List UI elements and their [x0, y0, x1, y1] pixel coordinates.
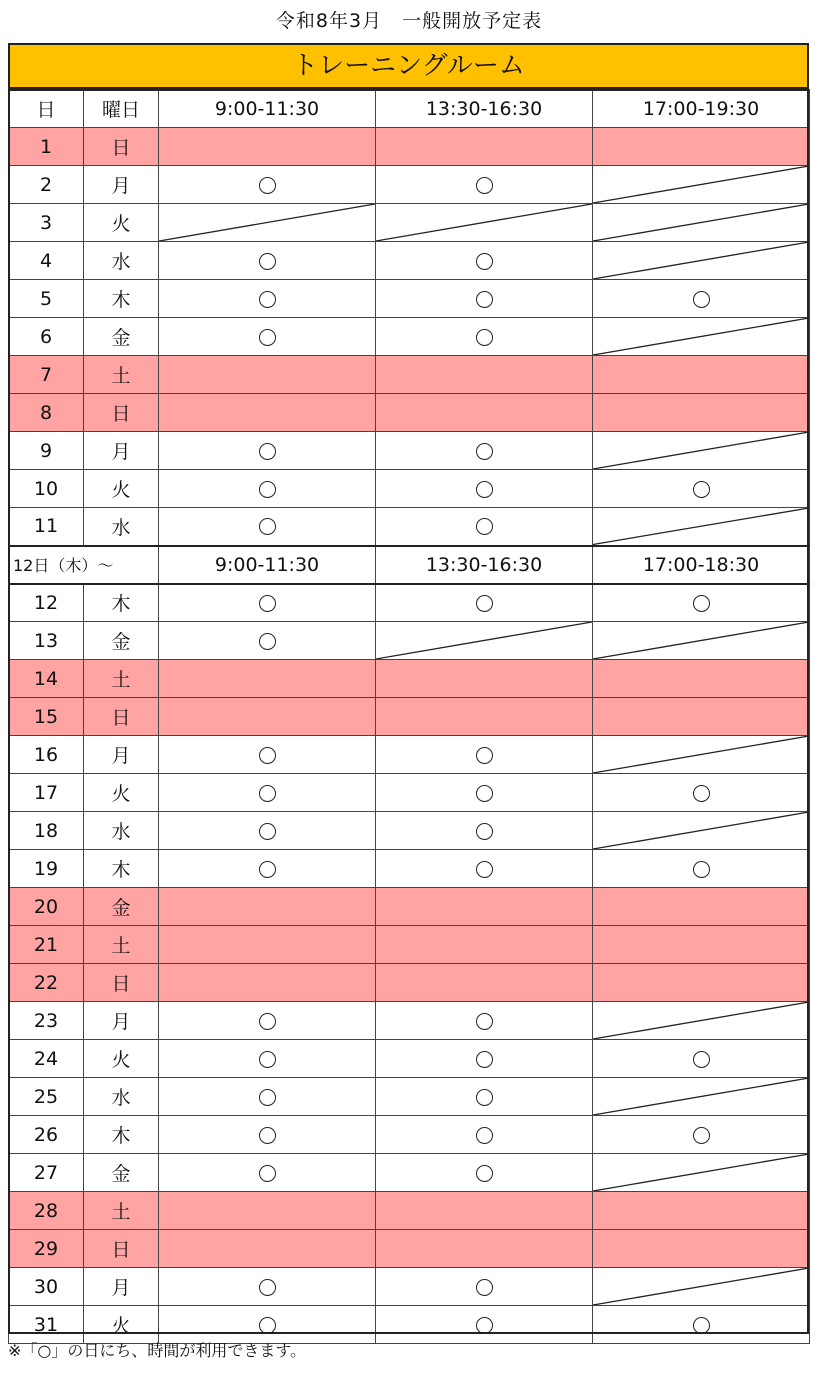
table-row — [9, 622, 810, 660]
header-from-date: 12日（木）～ — [9, 546, 159, 584]
weekday-cell: 月 — [84, 166, 159, 204]
available-slot — [376, 850, 593, 888]
day-cell: 15 — [9, 698, 84, 736]
available-circle-icon — [259, 633, 276, 650]
available-circle-icon — [693, 861, 710, 878]
closed-slot — [376, 356, 593, 394]
diagonal-slash-icon — [593, 318, 809, 355]
diagonal-slash-icon — [159, 204, 375, 241]
weekday-cell: 木 — [84, 850, 159, 888]
day-cell: 31 — [9, 1306, 84, 1344]
day-cell: 20 — [9, 888, 84, 926]
table-row — [9, 470, 810, 508]
day-cell: 30 — [9, 1268, 84, 1306]
table-row — [9, 1230, 810, 1268]
weekday-cell: 水 — [84, 508, 159, 546]
schedule-body-part1 — [9, 90, 810, 546]
diagonal-slash-icon — [376, 622, 592, 659]
weekday-cell: 土 — [84, 356, 159, 394]
day-cell: 4 — [9, 242, 84, 280]
table-row — [9, 394, 810, 432]
weekday-cell: 水 — [84, 242, 159, 280]
day-cell: 29 — [9, 1230, 84, 1268]
weekday-cell: 月 — [84, 736, 159, 774]
weekday-cell: 日 — [84, 698, 159, 736]
closed-slot — [593, 926, 810, 964]
day-cell: 5 — [9, 280, 84, 318]
unavailable-slot — [593, 1154, 810, 1192]
closed-slot — [376, 128, 593, 166]
unavailable-slot — [593, 508, 810, 546]
weekday-cell: 土 — [84, 660, 159, 698]
weekday-cell: 金 — [84, 622, 159, 660]
closed-slot — [376, 1230, 593, 1268]
day-cell: 27 — [9, 1154, 84, 1192]
available-circle-icon — [259, 1051, 276, 1068]
available-circle-icon — [476, 253, 493, 270]
available-circle-icon — [476, 861, 493, 878]
day-cell: 14 — [9, 660, 84, 698]
day-cell: 3 — [9, 204, 84, 242]
available-slot — [159, 1078, 376, 1116]
available-slot — [376, 1040, 593, 1078]
available-circle-icon — [476, 595, 493, 612]
diagonal-slash-icon — [593, 1154, 809, 1191]
closed-slot — [593, 128, 810, 166]
weekday-cell: 木 — [84, 280, 159, 318]
table-row — [9, 1154, 810, 1192]
available-circle-icon — [259, 595, 276, 612]
available-circle-icon — [259, 518, 276, 535]
available-circle-icon — [259, 1317, 276, 1334]
available-circle-icon — [259, 253, 276, 270]
table-row — [9, 888, 810, 926]
closed-slot — [593, 1230, 810, 1268]
available-slot — [159, 1040, 376, 1078]
day-cell: 28 — [9, 1192, 84, 1230]
available-circle-icon — [693, 1317, 710, 1334]
diagonal-slash-icon — [593, 1268, 809, 1305]
available-slot — [376, 1078, 593, 1116]
available-circle-icon — [259, 747, 276, 764]
available-circle-icon — [476, 443, 493, 460]
available-slot — [159, 1268, 376, 1306]
table-row — [9, 508, 810, 546]
header-slot-1: 9:00-11:30 — [159, 90, 376, 128]
table-row — [9, 964, 810, 1002]
weekday-cell: 金 — [84, 1154, 159, 1192]
available-circle-icon — [476, 1089, 493, 1106]
unavailable-slot — [593, 432, 810, 470]
available-circle-icon — [476, 1279, 493, 1296]
unavailable-slot — [593, 166, 810, 204]
header-row-from-12 — [9, 546, 810, 584]
available-slot — [593, 1040, 810, 1078]
diagonal-slash-icon — [593, 736, 809, 773]
available-slot — [376, 280, 593, 318]
header2-slot-3: 17:00-18:30 — [593, 546, 810, 584]
available-slot — [376, 318, 593, 356]
weekday-cell: 水 — [84, 1078, 159, 1116]
available-circle-icon — [476, 177, 493, 194]
header-slot-2: 13:30-16:30 — [376, 90, 593, 128]
day-cell: 7 — [9, 356, 84, 394]
weekday-cell: 日 — [84, 128, 159, 166]
available-slot — [376, 584, 593, 622]
available-circle-icon — [476, 1127, 493, 1144]
day-cell: 13 — [9, 622, 84, 660]
weekday-cell: 日 — [84, 964, 159, 1002]
day-cell: 24 — [9, 1040, 84, 1078]
available-slot — [593, 1116, 810, 1154]
available-circle-icon — [259, 1127, 276, 1144]
table-row — [9, 1040, 810, 1078]
available-slot — [159, 166, 376, 204]
available-circle-icon — [259, 1279, 276, 1296]
day-cell: 22 — [9, 964, 84, 1002]
diagonal-slash-icon — [593, 204, 809, 241]
table-row — [9, 242, 810, 280]
unavailable-slot — [593, 736, 810, 774]
unavailable-slot — [593, 204, 810, 242]
available-slot — [376, 812, 593, 850]
available-circle-icon — [259, 177, 276, 194]
table-row — [9, 204, 810, 242]
weekday-cell: 月 — [84, 432, 159, 470]
table-row — [9, 356, 810, 394]
table-row — [9, 774, 810, 812]
day-cell: 11 — [9, 508, 84, 546]
available-circle-icon — [693, 1051, 710, 1068]
available-circle-icon — [259, 1089, 276, 1106]
closed-slot — [376, 660, 593, 698]
available-slot — [376, 508, 593, 546]
unavailable-slot — [159, 204, 376, 242]
diagonal-slash-icon — [593, 242, 809, 279]
unavailable-slot — [593, 1002, 810, 1040]
available-circle-icon — [259, 861, 276, 878]
available-slot — [159, 736, 376, 774]
available-circle-icon — [476, 291, 493, 308]
closed-slot — [593, 394, 810, 432]
day-cell: 21 — [9, 926, 84, 964]
header-weekday: 曜日 — [84, 90, 159, 128]
available-circle-icon — [476, 1013, 493, 1030]
table-row — [9, 1002, 810, 1040]
weekday-cell: 水 — [84, 812, 159, 850]
available-circle-icon — [259, 443, 276, 460]
available-slot — [376, 432, 593, 470]
weekday-cell: 火 — [84, 1306, 159, 1344]
day-cell: 23 — [9, 1002, 84, 1040]
available-circle-icon — [259, 291, 276, 308]
header-day: 日 — [9, 90, 84, 128]
diagonal-slash-icon — [593, 622, 809, 659]
available-slot — [159, 242, 376, 280]
weekday-cell: 木 — [84, 1116, 159, 1154]
weekday-cell: 火 — [84, 204, 159, 242]
weekday-cell: 木 — [84, 584, 159, 622]
available-slot — [159, 774, 376, 812]
closed-slot — [159, 1192, 376, 1230]
available-slot — [593, 774, 810, 812]
available-slot — [159, 1116, 376, 1154]
day-cell: 17 — [9, 774, 84, 812]
closed-slot — [593, 660, 810, 698]
available-slot — [159, 584, 376, 622]
day-cell: 25 — [9, 1078, 84, 1116]
available-circle-icon — [693, 291, 710, 308]
unavailable-slot — [593, 622, 810, 660]
day-cell: 26 — [9, 1116, 84, 1154]
weekday-cell: 日 — [84, 394, 159, 432]
table-row — [9, 926, 810, 964]
weekday-cell: 日 — [84, 1230, 159, 1268]
closed-slot — [159, 888, 376, 926]
available-slot — [376, 166, 593, 204]
available-slot — [159, 812, 376, 850]
day-cell: 18 — [9, 812, 84, 850]
closed-slot — [159, 1230, 376, 1268]
table-row — [9, 736, 810, 774]
table-row — [9, 1078, 810, 1116]
available-slot — [159, 1002, 376, 1040]
header-slot-3: 17:00-19:30 — [593, 90, 810, 128]
available-slot — [593, 280, 810, 318]
available-circle-icon — [476, 329, 493, 346]
day-cell: 8 — [9, 394, 84, 432]
closed-slot — [376, 964, 593, 1002]
header2-slot-2: 13:30-16:30 — [376, 546, 593, 584]
unavailable-slot — [593, 318, 810, 356]
unavailable-slot — [593, 242, 810, 280]
available-slot — [159, 318, 376, 356]
day-cell: 16 — [9, 736, 84, 774]
closed-slot — [376, 698, 593, 736]
available-slot — [376, 736, 593, 774]
diagonal-slash-icon — [593, 1002, 809, 1039]
table-row — [9, 812, 810, 850]
weekday-cell: 金 — [84, 318, 159, 356]
table-row — [9, 128, 810, 166]
available-slot — [376, 1268, 593, 1306]
available-slot — [376, 470, 593, 508]
available-slot — [593, 850, 810, 888]
closed-slot — [159, 356, 376, 394]
closed-slot — [159, 698, 376, 736]
available-slot — [376, 1116, 593, 1154]
available-circle-icon — [476, 1317, 493, 1334]
closed-slot — [593, 356, 810, 394]
table-row — [9, 166, 810, 204]
weekday-cell: 月 — [84, 1268, 159, 1306]
available-circle-icon — [476, 1051, 493, 1068]
available-slot — [376, 1002, 593, 1040]
closed-slot — [159, 394, 376, 432]
closed-slot — [159, 926, 376, 964]
weekday-cell: 火 — [84, 774, 159, 812]
closed-slot — [376, 1192, 593, 1230]
table-row — [9, 850, 810, 888]
available-circle-icon — [476, 1165, 493, 1182]
schedule-table — [8, 89, 810, 1344]
available-circle-icon — [259, 1165, 276, 1182]
diagonal-slash-icon — [593, 432, 809, 469]
unavailable-slot — [593, 1078, 810, 1116]
table-row — [9, 1268, 810, 1306]
available-slot — [159, 470, 376, 508]
weekday-cell: 土 — [84, 1192, 159, 1230]
header2-slot-1: 9:00-11:30 — [159, 546, 376, 584]
table-row — [9, 584, 810, 622]
diagonal-slash-icon — [593, 508, 809, 545]
weekday-cell: 火 — [84, 470, 159, 508]
schedule-body-part2 — [9, 546, 810, 1344]
unavailable-slot — [376, 204, 593, 242]
available-circle-icon — [693, 595, 710, 612]
closed-slot — [593, 888, 810, 926]
available-slot — [593, 584, 810, 622]
unavailable-slot — [593, 812, 810, 850]
available-circle-icon — [259, 329, 276, 346]
available-slot — [159, 508, 376, 546]
day-cell: 12 — [9, 584, 84, 622]
available-circle-icon — [693, 785, 710, 802]
diagonal-slash-icon — [593, 166, 809, 203]
available-slot — [376, 774, 593, 812]
diagonal-slash-icon — [593, 1078, 809, 1115]
weekday-cell: 月 — [84, 1002, 159, 1040]
page-title: 令和8年3月 一般開放予定表 — [275, 10, 543, 32]
day-cell: 1 — [9, 128, 84, 166]
available-slot — [159, 1154, 376, 1192]
table-row — [9, 1192, 810, 1230]
available-slot — [376, 1306, 593, 1344]
weekday-cell: 金 — [84, 888, 159, 926]
available-circle-icon — [476, 747, 493, 764]
day-cell: 2 — [9, 166, 84, 204]
closed-slot — [159, 964, 376, 1002]
available-slot — [159, 432, 376, 470]
available-slot — [376, 1154, 593, 1192]
unavailable-slot — [376, 622, 593, 660]
day-cell: 6 — [9, 318, 84, 356]
closed-slot — [593, 1192, 810, 1230]
room-banner: トレーニングルーム — [8, 43, 809, 89]
closed-slot — [376, 394, 593, 432]
table-row — [9, 698, 810, 736]
table-row — [9, 318, 810, 356]
available-slot — [159, 850, 376, 888]
available-circle-icon — [259, 481, 276, 498]
weekday-cell: 火 — [84, 1040, 159, 1078]
available-circle-icon — [259, 785, 276, 802]
closed-slot — [593, 964, 810, 1002]
available-circle-icon — [693, 481, 710, 498]
closed-slot — [593, 698, 810, 736]
closed-slot — [159, 128, 376, 166]
closed-slot — [376, 926, 593, 964]
available-circle-icon — [476, 481, 493, 498]
available-slot — [376, 242, 593, 280]
available-circle-icon — [476, 785, 493, 802]
header-row — [9, 90, 810, 128]
available-circle-icon — [476, 518, 493, 535]
available-slot — [159, 622, 376, 660]
available-circle-icon — [476, 823, 493, 840]
available-slot — [593, 1306, 810, 1344]
diagonal-slash-icon — [376, 204, 592, 241]
closed-slot — [376, 888, 593, 926]
available-circle-icon — [259, 1013, 276, 1030]
footnote: ※「○」の日にち、時間が利用できます。 — [8, 1341, 307, 1360]
available-slot — [593, 470, 810, 508]
table-row — [9, 1116, 810, 1154]
table-row — [9, 280, 810, 318]
day-cell: 19 — [9, 850, 84, 888]
available-circle-icon — [259, 823, 276, 840]
weekday-cell: 土 — [84, 926, 159, 964]
table-row — [9, 660, 810, 698]
day-cell: 10 — [9, 470, 84, 508]
unavailable-slot — [593, 1268, 810, 1306]
closed-slot — [159, 660, 376, 698]
day-cell: 9 — [9, 432, 84, 470]
available-circle-icon — [693, 1127, 710, 1144]
table-row — [9, 432, 810, 470]
available-slot — [159, 280, 376, 318]
diagonal-slash-icon — [593, 812, 809, 849]
